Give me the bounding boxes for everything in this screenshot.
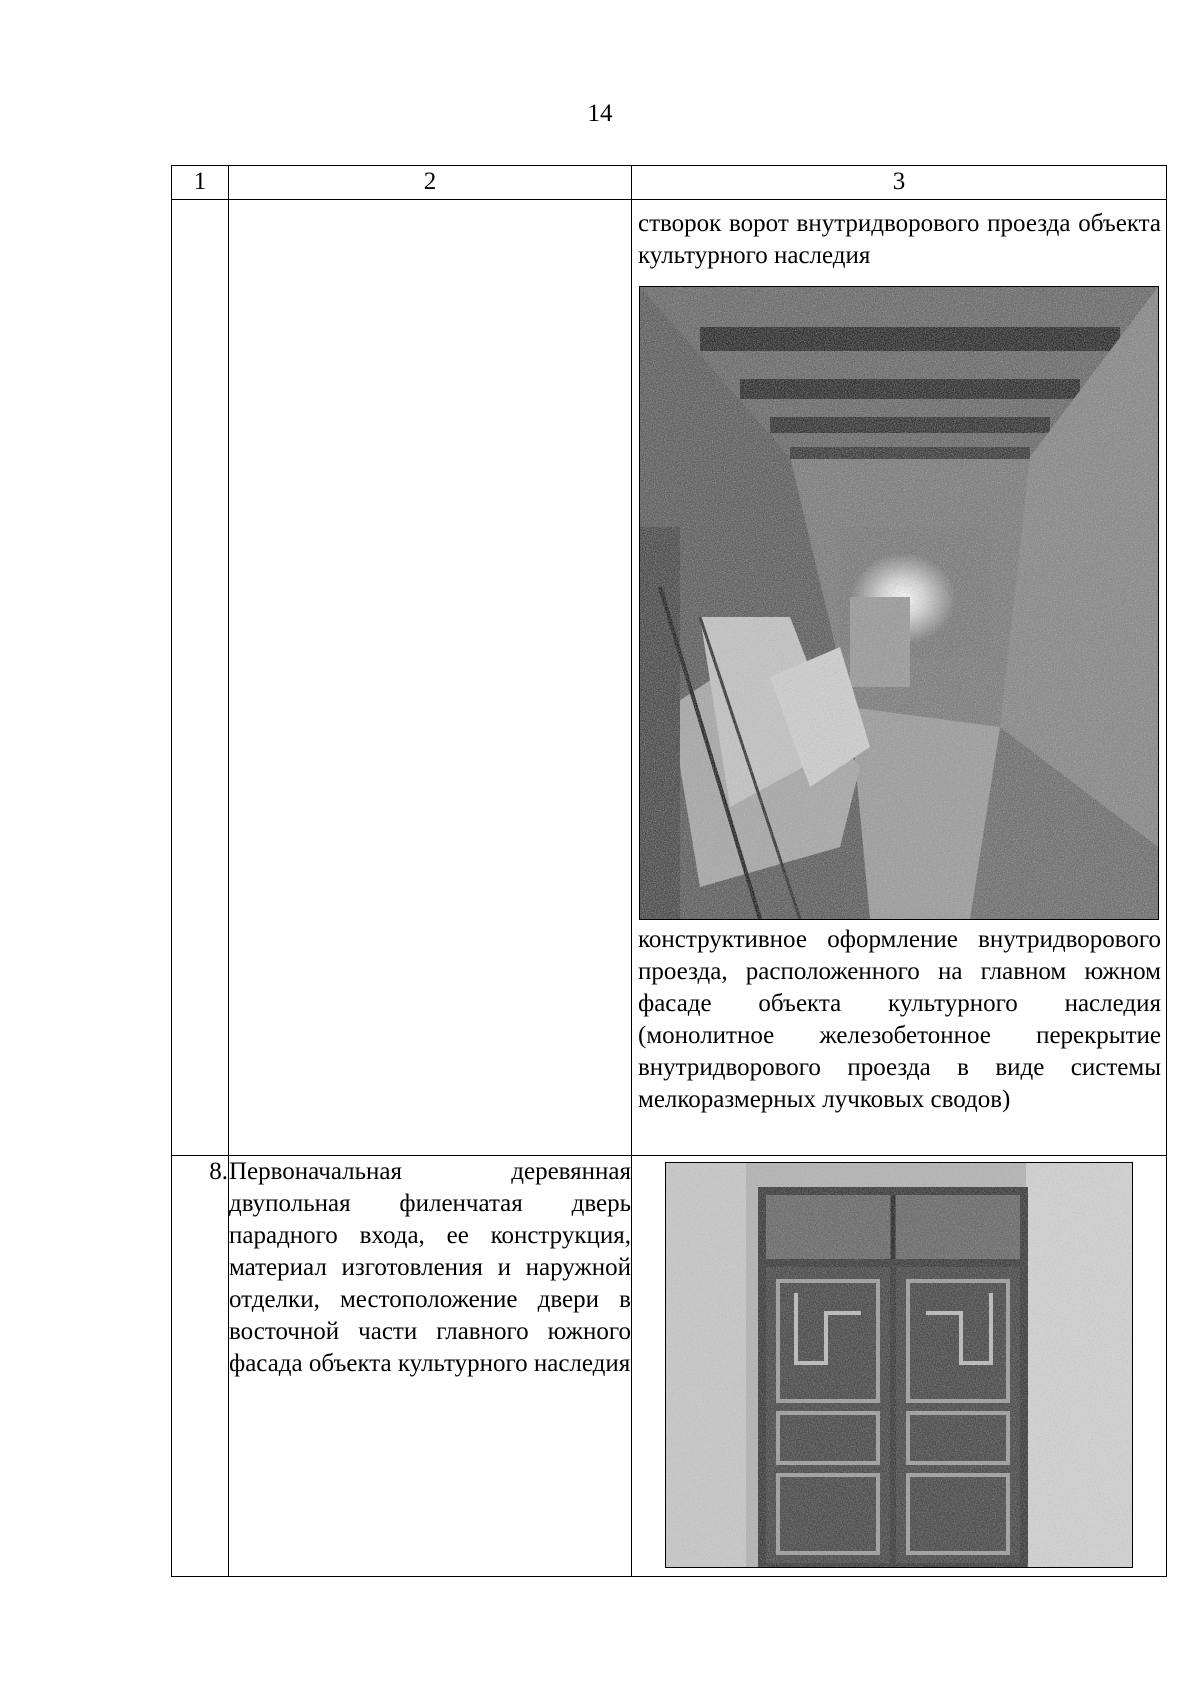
row-description-cell — [229, 1156, 632, 1577]
courtyard-passage-photo — [639, 286, 1159, 920]
document-table — [171, 165, 1167, 1577]
photo-caption-top: створок ворот внутридворового проезда объекта культурного наследия — [638, 210, 1161, 269]
header-col-2: 2 — [229, 166, 632, 200]
row-number-cell — [172, 200, 229, 1156]
table-row — [172, 1156, 1167, 1577]
photo-caption-bottom: конструктивное оформление внутридворового проезда, расположенного на главном южном фасаде объекта культурного наследия (монолитное железобетонное перекрытие внутридворового проезда в виде системы мелкоразмерных лучковых сводов) — [638, 926, 1161, 1113]
table-header-row — [172, 166, 1167, 200]
row-description: Первоначальная деревянная двупольная филенчатая дверь парадного входа, ее конструкция, материал изготовления и наружной отделки, местоположение двери в восточной части главного южного фасада объекта культурного наследия — [229, 1158, 631, 1377]
page-number: 14 — [587, 100, 613, 127]
header-col-3: 3 — [632, 166, 1167, 200]
row-number-cell — [172, 1156, 229, 1577]
header-col-1: 1 — [172, 166, 229, 200]
row-number: 8. — [209, 1158, 228, 1185]
entrance-door-photo — [665, 1162, 1133, 1568]
row-photo-cell — [632, 200, 1167, 1156]
table-row — [172, 200, 1167, 1156]
row-photo-cell — [632, 1156, 1167, 1577]
row-description-cell — [229, 200, 632, 1156]
